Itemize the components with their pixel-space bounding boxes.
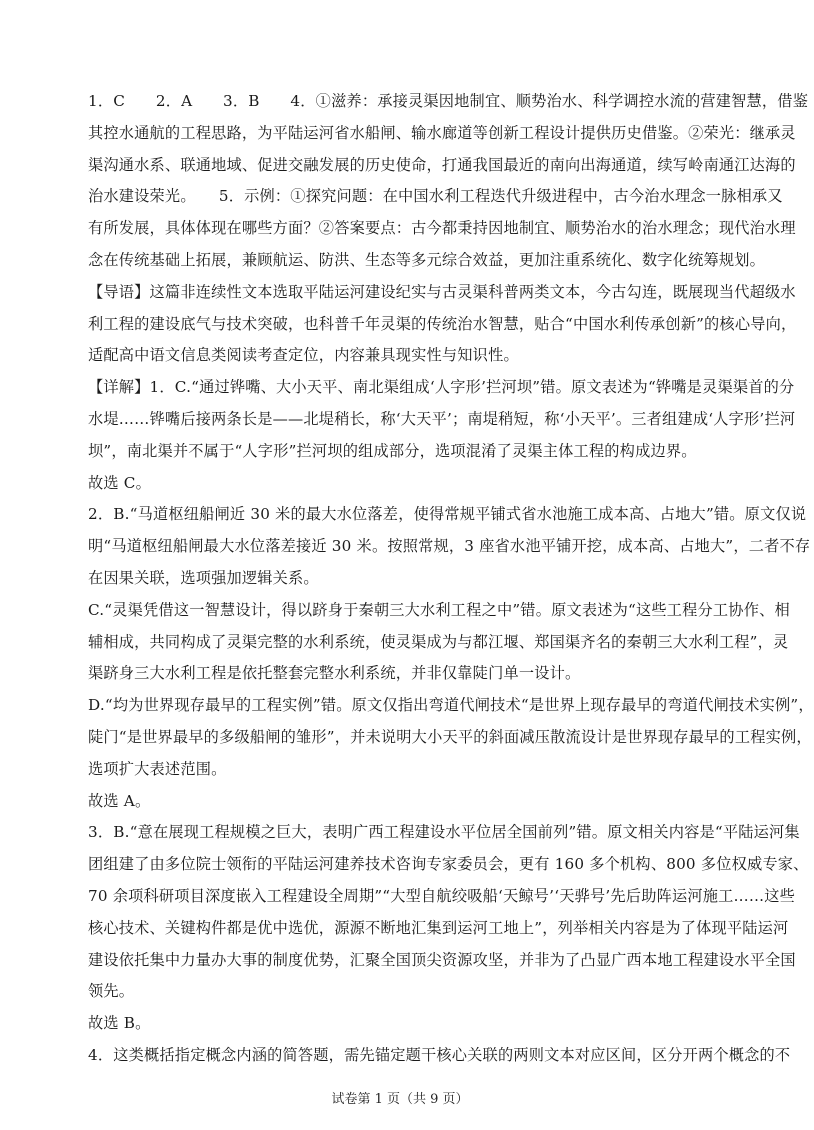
text-line: D.“均为世界现存最早的工程实例”错。原文仅指出弯道代闸技术“是世界上现存最早的弯道代闸技术实例”， <box>88 696 814 715</box>
text-line: 70 余项科研项目深度嵌入工程建设全周期”“大型自航绞吸船‘天鲸号’‘天骅号’先后助阵运河施工……这些 <box>88 886 796 905</box>
text-line: 故选 B。 <box>88 1014 151 1033</box>
text-line: 念在传统基础上拓展，兼顾航运、防洪、生态等多元综合效益，更加注重系统化、数字化统筹规划。 <box>88 250 766 269</box>
text-line: 故选 A。 <box>88 791 151 810</box>
text-line: 2．B.“马道枢纽船闸近 30 米的最大水位落差，使得常规平铺式省水池施工成本高、占地大”错。原文仅说 <box>88 505 807 524</box>
text-line: 渠沟通水系、联通地域、促进交融发展的历史使命，打通我国最近的南向出海通道，续写岭南通江达海的 <box>88 155 796 174</box>
text-line: 利工程的建设底气与技术突破，也科普千年灵渠的传统治水智慧，贴合“中国水利传承创新”的核心导向， <box>88 314 797 333</box>
text-line: 故选 C。 <box>88 473 152 492</box>
text-line: 团组建了由多位院士领衔的平陆运河建养技术咨询专家委员会，更有 160 多个机构、800 多位权威专家、 <box>88 855 809 874</box>
page-footer: 试卷第 1 页（共 9 页） <box>331 1092 469 1107</box>
text-line: 明“马道枢纽船闸最大水位落差接近 30 米。按照常规，3 座省水池平铺开挖，成本高、占地大”，二者不存 <box>88 537 811 556</box>
answer-key-body <box>88 86 814 1072</box>
text-line: 4．这类概括指定概念内涵的简答题，需先锚定题干核心关联的两则文本对应区间，区分开两个概念的不 <box>88 1045 791 1064</box>
text-line: 适配高中语文信息类阅读考查定位，内容兼具现实性与知识性。 <box>88 346 519 365</box>
text-line: 【详解】1．C.“通过铧嘴、大小天平、南北渠组成‘人字形’拦河坝”错。原文表述为“铧嘴是灵渠渠首的分 <box>88 378 795 397</box>
text-line: 渠跻身三大水利工程是依托整套完整水利系统，并非仅靠陡门单一设计。 <box>88 664 581 683</box>
text-line: 陡门“是世界最早的多级船闸的雏形”，并未说明大小天平的斜面减压散流设计是世界现存最早的工程实例， <box>88 727 812 746</box>
text-line: 选项扩大表述范围。 <box>88 759 227 778</box>
text-line: 领先。 <box>88 982 135 1001</box>
text-line: 有所发展，具体体现在哪些方面？②答案要点：古今都秉持因地制宜、顺势治水的治水理念；现代治水理 <box>88 219 796 238</box>
text-line: 【导语】这篇非连续性文本选取平陆运河建设纪实与古灵渠科普两类文本，今古勾连，既展现当代超级水 <box>88 282 796 301</box>
text-line: 在因果关联，选项强加逻辑关系。 <box>88 568 319 587</box>
text-line: 1．C 2．A 3．B 4．①滋养：承接灵渠因地制宜、顺势治水、科学调控水流的营建智慧，借鉴 <box>88 92 809 110</box>
text-line: 治水建设荣光。 5．示例：①探究问题：在中国水利工程迭代升级进程中，古今治水理念一脉相承又 <box>88 187 783 206</box>
text-line: 核心技术、关键构件都是优中选优，源源不断地汇集到运河工地上”，列举相关内容是为了体现平陆运河 <box>88 918 789 937</box>
text-line: 辅相成，共同构成了灵渠完整的水利系统，使灵渠成为与都江堰、郑国渠齐名的秦朝三大水利工程”，灵 <box>88 632 789 651</box>
text-line: 水堤……铧嘴后接两条长是——北堤稍长，称‘大天平’；南堤稍短，称‘小天平’。三者组建成‘人字形’拦河 <box>88 409 796 428</box>
text-line: C.“灵渠凭借这一智慧设计，得以跻身于秦朝三大水利工程之中”错。原文表述为“这些工程分工协作、相 <box>88 600 790 619</box>
text-line: 其控水通航的工程思路，为平陆运河省水船闸、输水廊道等创新工程设计提供历史借鉴。②荣光：继承灵 <box>88 123 796 142</box>
text-line: 建设依托集中力量办大事的制度优势，汇聚全国顶尖资源攻坚，并非为了凸显广西本地工程建设水平全国 <box>88 950 796 969</box>
text-line: 3．B.“意在展现工程规模之巨大，表明广西工程建设水平位居全国前列”错。原文相关内容是“平陆运河集 <box>88 823 800 842</box>
text-line: 坝”，南北渠并不属于“人字形”拦河坝的组成部分，选项混淆了灵渠主体工程的构成边界。 <box>88 441 697 460</box>
